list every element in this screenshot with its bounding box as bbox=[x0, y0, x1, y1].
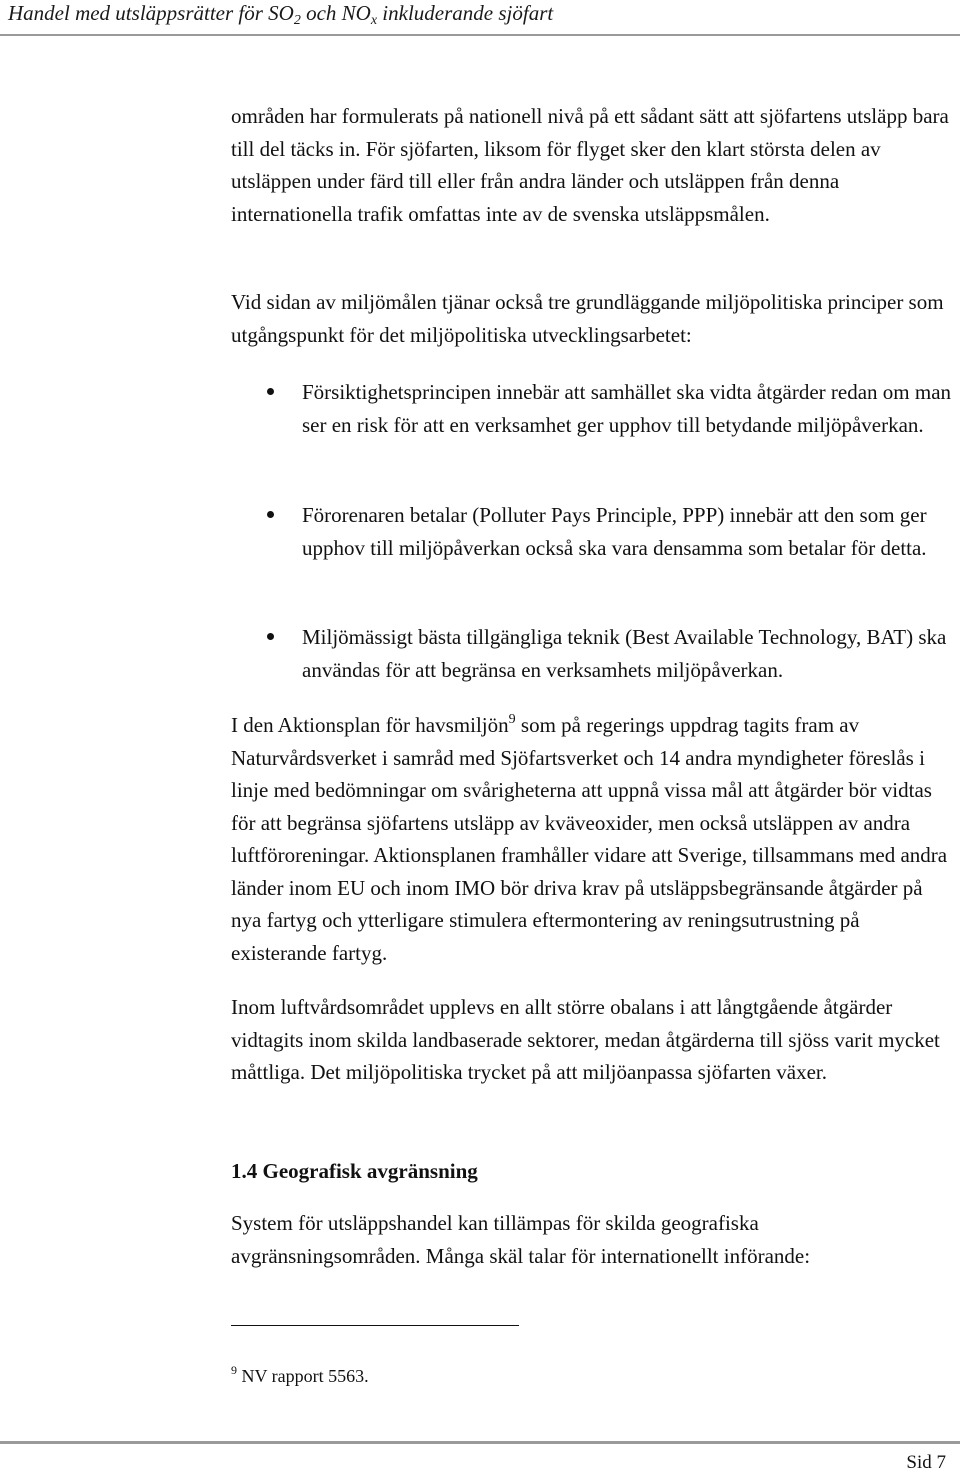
header-nox-subscript: x bbox=[370, 13, 378, 28]
paragraph-3-start: I den Aktionsplan för havsmiljön bbox=[231, 713, 509, 737]
footnote-number: 9 bbox=[231, 1363, 237, 1377]
bullet-icon bbox=[267, 633, 274, 640]
bullet-text: Förorenaren betalar (Polluter Pays Principle, PPP) innebär att den som ger upphov till miljöpåverkan också ska vara densamma som betalar för detta. bbox=[302, 503, 927, 560]
bullet-icon bbox=[267, 388, 274, 395]
bullet-icon bbox=[267, 511, 274, 518]
bullet-text: Miljömässigt bästa tillgängliga teknik (Best Available Technology, BAT) ska användas för att begränsa en verksamhets miljöpåverkan. bbox=[302, 625, 947, 682]
bullet-text: Försiktighetsprincipen innebär att samhället ska vidta åtgärder redan om man ser en risk för att en verksamhet ger upphov till betydande miljöpåverkan. bbox=[302, 380, 952, 437]
header-title-part-1: Handel med utsläppsrätter för SO bbox=[8, 1, 294, 25]
header-title-part-2: och NO bbox=[300, 1, 371, 25]
paragraph-1: områden har formulerats på nationell nivå på ett sådant sätt att sjöfartens utsläpp bara till del täcks in. För sjöfarten, liksom för flyget sker den klart största delen av utsläppen under färd till eller från andra länder och utsläppen från denna internationella trafik omfattas inte av de svenska utsläppsmålen. bbox=[231, 104, 949, 226]
header-so2-subscript: 2 bbox=[293, 13, 301, 28]
section-heading: 1.4 Geografisk avgränsning bbox=[231, 1159, 478, 1183]
footnote-text: NV rapport 5563. bbox=[237, 1366, 369, 1386]
running-header bbox=[8, 0, 948, 30]
paragraph-4: Inom luftvårdsområdet upplevs en allt större obalans i att långtgående åtgärder vidtagits inom skilda landbaserade sektorer, medan åtgärderna till sjöss varit mycket måttliga. Det miljöpolitiska trycket på att miljöanpassa sjöfarten växer. bbox=[231, 995, 940, 1084]
paragraph-2: Vid sidan av miljömålen tjänar också tre grundläggande miljöpolitiska principer som utgångspunkt för det miljöpolitiska utvecklingsarbetet: bbox=[231, 290, 944, 347]
header-title-part-3: inkluderande sjöfart bbox=[377, 1, 554, 25]
paragraph-3 bbox=[231, 709, 951, 969]
footer-divider bbox=[0, 1441, 960, 1444]
footnote-reference: 9 bbox=[508, 712, 516, 727]
paragraph-3-rest: som på regerings uppdrag tagits fram av Naturvårdsverket i samråd med Sjöfartsverket och 14 andra myndigheter föreslås i linje med bedömningar om svårigheterna att uppnå vissa mål att åtgärder bör vidtas för att begränsa sjöfartens utsläpp av kväveoxider, men också utsläppen av andra luftföroreningar. Aktionsplanen framhåller vidare att Sverige, tillsammans med andra länder inom EU och inom IMO bör driva krav på utsläppsbegränsande åtgärder på nya fartyg och ytterligare stimulera eftermontering av reningsutrustning på existerande fartyg. bbox=[231, 713, 948, 965]
footnote-divider bbox=[231, 1325, 519, 1326]
footnote bbox=[231, 1363, 369, 1389]
paragraph-5: System för utsläppshandel kan tillämpas för skilda geografiska avgränsningsområden. Många skäl talar för internationellt införande: bbox=[231, 1211, 811, 1268]
page-number: Sid 7 bbox=[906, 1452, 946, 1473]
header-divider bbox=[0, 34, 960, 36]
